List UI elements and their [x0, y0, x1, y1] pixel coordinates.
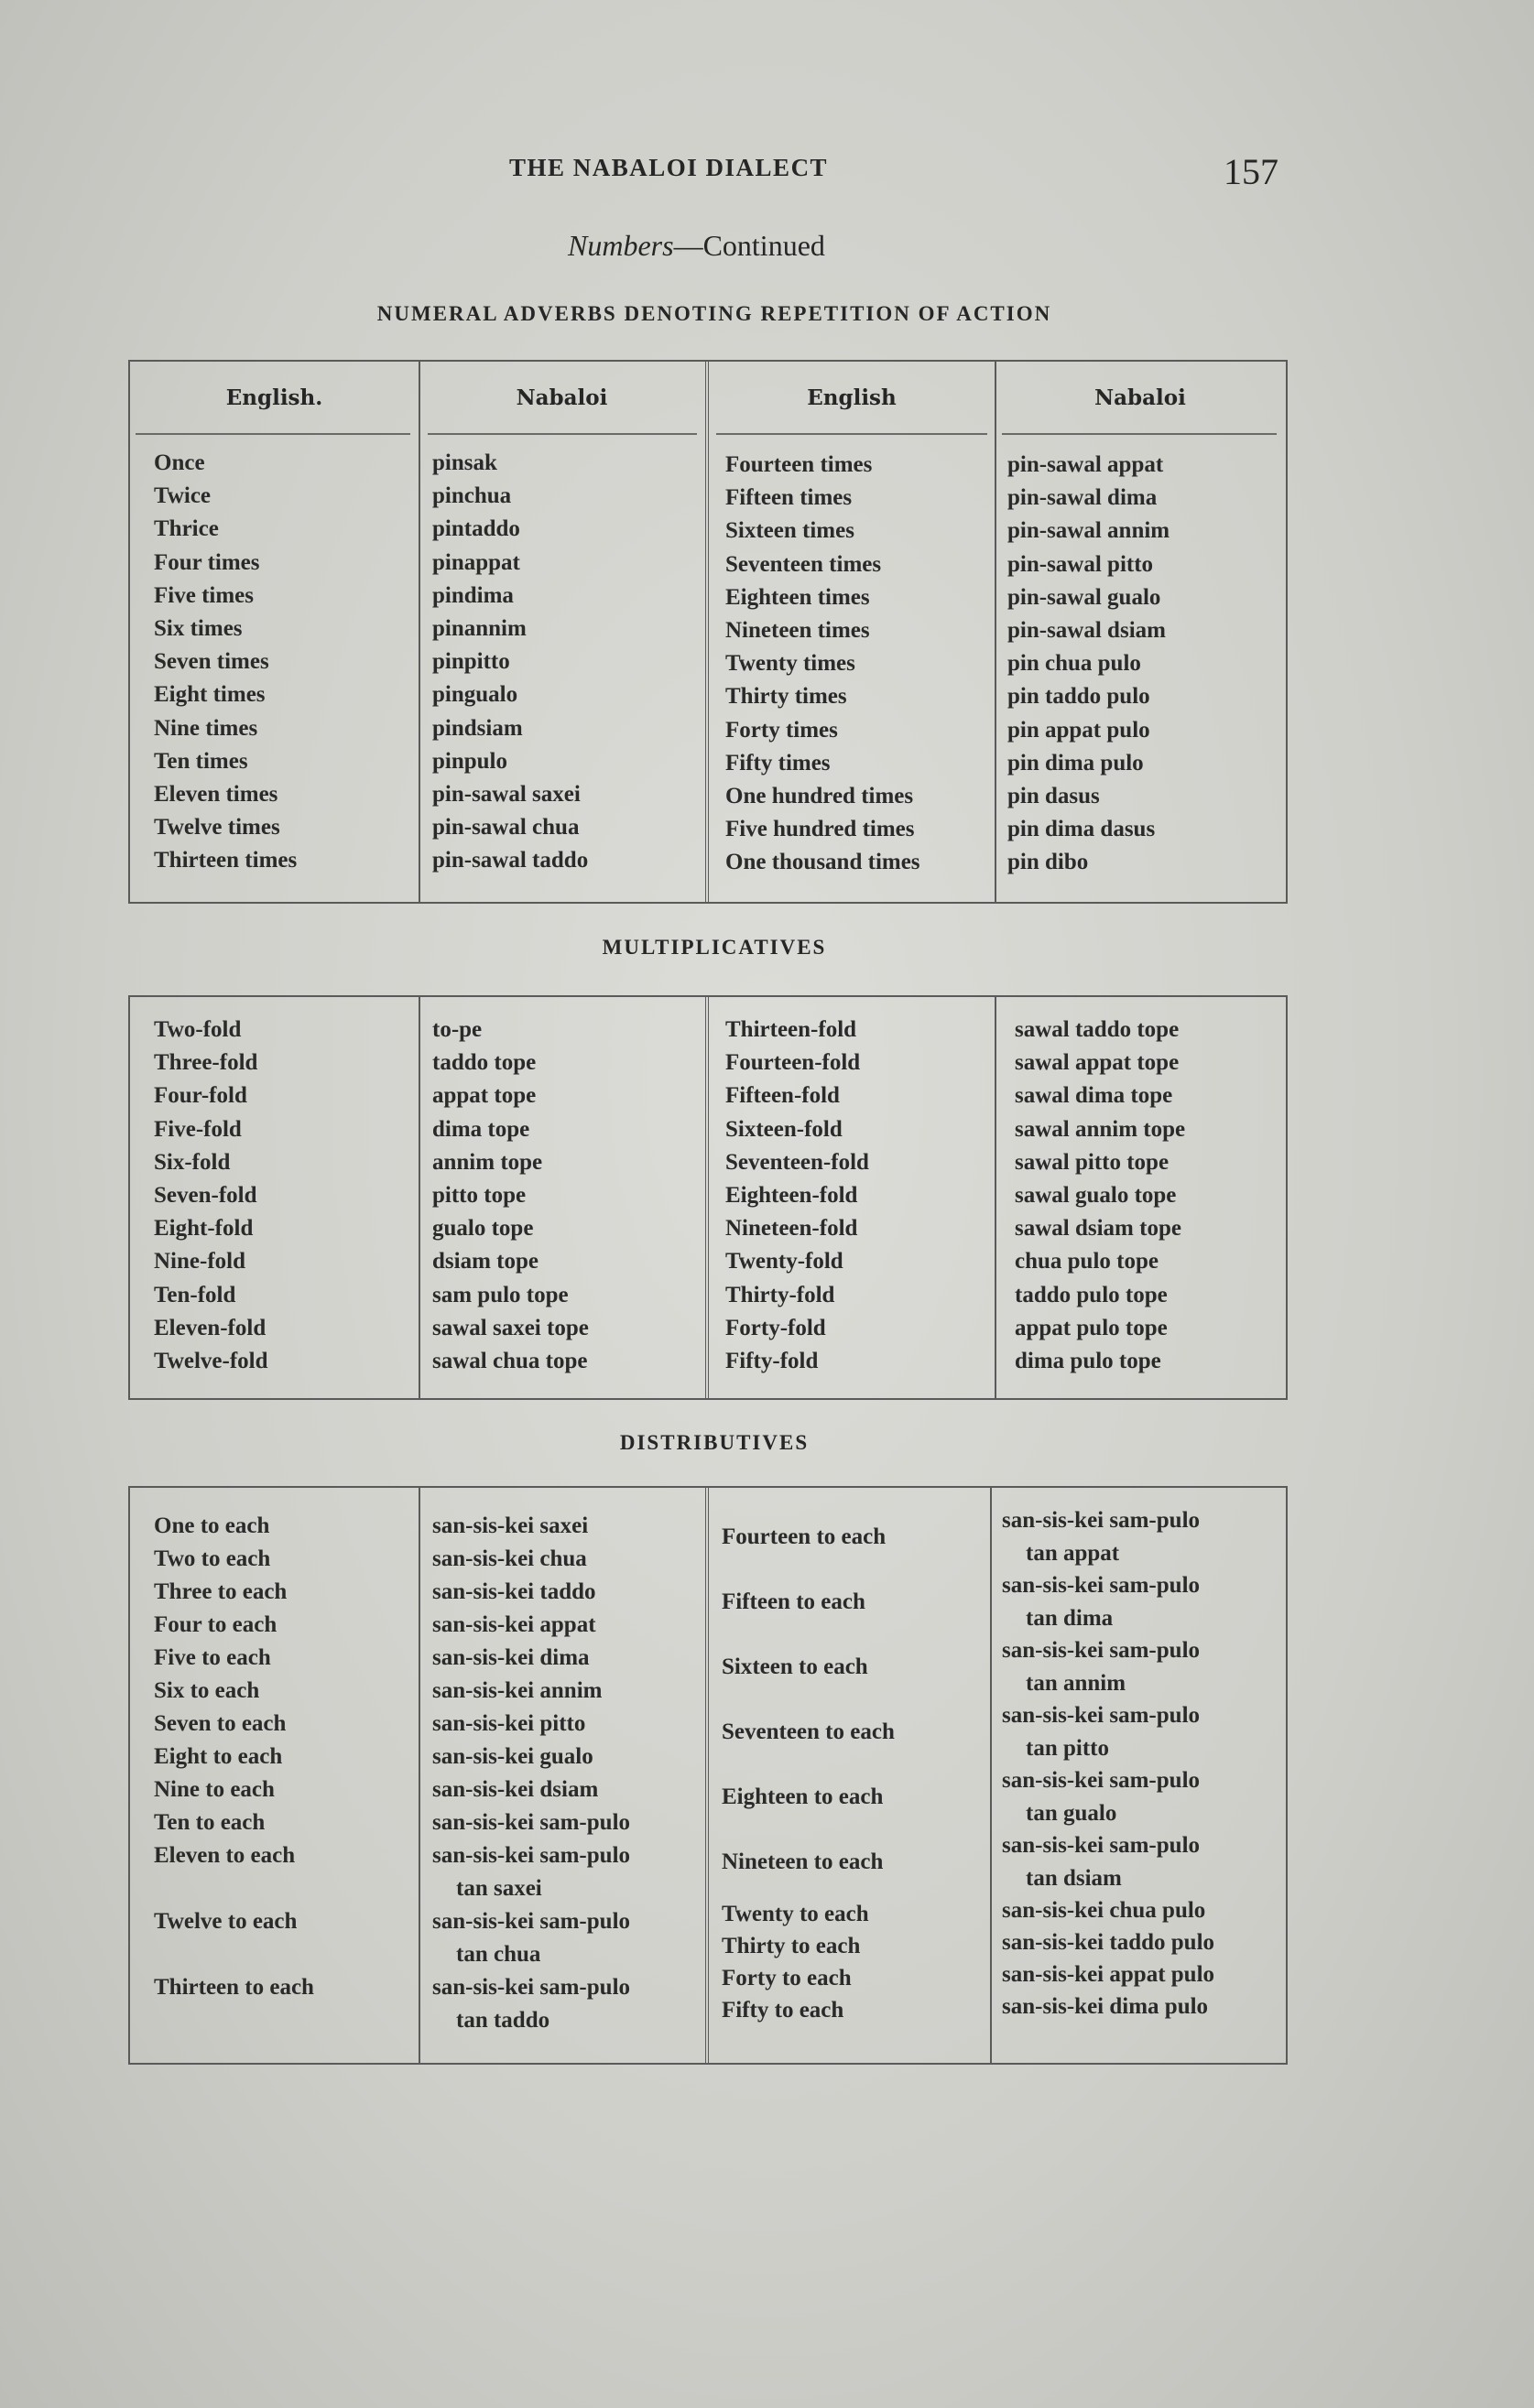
- page-number: 157: [1224, 151, 1278, 192]
- nabaloi-term: [432, 1971, 707, 2037]
- nabaloi-term-line2: tan appat: [1026, 1541, 1120, 1566]
- nabaloi-term: sawal taddo tope: [1015, 1017, 1180, 1042]
- english-term: Once: [154, 450, 205, 475]
- repetition-table: [128, 360, 1288, 904]
- english-term: Forty to each: [722, 1966, 852, 1990]
- nabaloi-term: san-sis-kei sam-pulo: [432, 1810, 631, 1835]
- nabaloi-term: pindsiam: [432, 716, 523, 741]
- english-term: Five to each: [154, 1645, 271, 1670]
- english-term: Eleven times: [154, 782, 278, 807]
- nabaloi-term-line2: tan dima: [1026, 1606, 1114, 1631]
- multiplicatives-title: MULTIPLICATIVES: [602, 936, 827, 959]
- nabaloi-term: san-sis-kei taddo pulo: [1002, 1930, 1215, 1955]
- english-term: Three-fold: [154, 1050, 258, 1075]
- nabaloi-term-line1: san-sis-kei sam-pulo: [432, 1975, 631, 2000]
- nabaloi-term: sam pulo tope: [432, 1283, 569, 1307]
- nabaloi-term: annim tope: [432, 1150, 543, 1175]
- column-rule: [995, 997, 996, 1398]
- nabaloi-term: pitto tope: [432, 1183, 527, 1208]
- english-term: One hundred times: [725, 784, 914, 808]
- nabaloi-term: taddo tope: [432, 1050, 537, 1075]
- subtitle-rest: —Continued: [673, 229, 825, 262]
- nabaloi-term: [1002, 1634, 1277, 1700]
- nabaloi-term: [1002, 1764, 1277, 1830]
- english-term: Seventeen times: [725, 552, 882, 577]
- nabaloi-term: appat pulo tope: [1015, 1316, 1168, 1340]
- nabaloi-term: dima tope: [432, 1117, 530, 1142]
- nabaloi-term: san-sis-kei dima pulo: [1002, 1994, 1209, 2019]
- nabaloi-term: pin dasus: [1007, 784, 1100, 808]
- nabaloi-term: pin-sawal dsiam: [1007, 618, 1166, 643]
- english-term: Fifty to each: [722, 1998, 844, 2023]
- english-term: Fifty times: [725, 751, 831, 776]
- nabaloi-term: pin dima dasus: [1007, 817, 1156, 841]
- english-term: Twenty times: [725, 651, 855, 676]
- english-term: Two to each: [154, 1546, 271, 1571]
- english-term: Twenty to each: [722, 1902, 869, 1926]
- english-term: Six times: [154, 616, 243, 641]
- running-head: THE NABALOI DIALECT: [509, 154, 829, 181]
- nabaloi-term: pin-sawal taddo: [432, 848, 589, 873]
- english-term: Ten-fold: [154, 1283, 236, 1307]
- nabaloi-term: pin-sawal saxei: [432, 782, 581, 807]
- nabaloi-term: san-sis-kei dima: [432, 1645, 590, 1670]
- nabaloi-term-line1: san-sis-kei sam-pulo: [1002, 1573, 1201, 1598]
- nabaloi-term: pin-sawal chua: [432, 815, 580, 840]
- english-term: Fifty-fold: [725, 1349, 819, 1373]
- english-term: Two-fold: [154, 1017, 242, 1042]
- english-term: Eleven-fold: [154, 1316, 267, 1340]
- nabaloi-term: pin-sawal pitto: [1007, 552, 1154, 577]
- english-term: Six to each: [154, 1678, 260, 1703]
- english-term: Fourteen-fold: [725, 1050, 861, 1075]
- english-term: Forty-fold: [725, 1316, 826, 1340]
- subtitle-italic: Numbers: [568, 229, 674, 262]
- english-term: Twenty-fold: [725, 1249, 843, 1274]
- nabaloi-term: sawal annim tope: [1015, 1117, 1186, 1142]
- nabaloi-term: pingualo: [432, 682, 518, 707]
- english-term: Thirteen-fold: [725, 1017, 857, 1042]
- english-term: Nine to each: [154, 1777, 275, 1802]
- nabaloi-term-line1: san-sis-kei sam-pulo: [432, 1843, 631, 1868]
- english-term: Five hundred times: [725, 817, 915, 841]
- english-term: Eleven to each: [154, 1843, 296, 1868]
- english-term: Thirty-fold: [725, 1283, 835, 1307]
- nabaloi-term: pin appat pulo: [1007, 718, 1150, 743]
- english-term: Ten to each: [154, 1810, 266, 1835]
- english-term: Seventeen-fold: [725, 1150, 869, 1175]
- column-rule: [419, 362, 420, 902]
- english-term: One to each: [154, 1513, 270, 1538]
- english-term: Nineteen-fold: [725, 1216, 858, 1241]
- nabaloi-term: pin-sawal gualo: [1007, 585, 1161, 610]
- distributives-table: [128, 1486, 1288, 2065]
- nabaloi-term: [432, 1905, 707, 1971]
- english-term: Three to each: [154, 1579, 288, 1604]
- nabaloi-term: pinappat: [432, 550, 520, 575]
- repetition-title: NUMERAL ADVERBS DENOTING REPETITION OF ACTION: [376, 302, 1052, 325]
- column-header-english-right: English: [807, 385, 897, 410]
- english-term: Fifteen to each: [722, 1589, 865, 1614]
- english-term: One thousand times: [725, 850, 920, 874]
- english-term: Twelve-fold: [154, 1349, 268, 1373]
- english-term: Twice: [154, 483, 212, 508]
- nabaloi-term: san-sis-kei pitto: [432, 1711, 586, 1736]
- english-term: Eight times: [154, 682, 266, 707]
- distributives-title: DISTRIBUTIVES: [619, 1431, 810, 1454]
- nabaloi-term: appat tope: [432, 1083, 537, 1108]
- english-term: Thirteen times: [154, 848, 298, 873]
- nabaloi-term-line1: san-sis-kei sam-pulo: [1002, 1833, 1201, 1858]
- nabaloi-term: [1002, 1504, 1277, 1570]
- nabaloi-term: pindima: [432, 583, 514, 608]
- nabaloi-term: chua pulo tope: [1015, 1249, 1159, 1274]
- english-term: Nineteen times: [725, 618, 870, 643]
- nabaloi-term: to-pe: [432, 1017, 483, 1042]
- nabaloi-term-line2: tan pitto: [1026, 1736, 1109, 1761]
- column-rule: [419, 997, 420, 1398]
- nabaloi-term: sawal gualo tope: [1015, 1183, 1177, 1208]
- multiplicatives-table: [128, 995, 1288, 1400]
- english-term: Fourteen to each: [722, 1524, 887, 1549]
- nabaloi-term-line1: san-sis-kei sam-pulo: [1002, 1638, 1201, 1663]
- english-term: Ten times: [154, 749, 248, 774]
- nabaloi-term: dima pulo tope: [1015, 1349, 1161, 1373]
- english-term: Forty times: [725, 718, 838, 743]
- nabaloi-term: [1002, 1829, 1277, 1895]
- nabaloi-term: san-sis-kei chua pulo: [1002, 1898, 1206, 1923]
- nabaloi-term: sawal appat tope: [1015, 1050, 1180, 1075]
- column-rule: [995, 362, 996, 902]
- nabaloi-term-line1: san-sis-kei sam-pulo: [1002, 1768, 1201, 1793]
- english-term: Sixteen times: [725, 518, 854, 543]
- nabaloi-term: [1002, 1569, 1277, 1635]
- nabaloi-term-line2: tan gualo: [1026, 1801, 1117, 1826]
- nabaloi-term: pinchua: [432, 483, 512, 508]
- english-term: Eighteen times: [725, 585, 870, 610]
- nabaloi-term: pin dibo: [1007, 850, 1089, 874]
- nabaloi-term: pin taddo pulo: [1007, 684, 1150, 709]
- column-rule: [419, 1488, 420, 2063]
- english-term: Five-fold: [154, 1117, 242, 1142]
- column-header-nabaloi-left: Nabaloi: [516, 385, 608, 410]
- nabaloi-term: pin-sawal appat: [1007, 452, 1164, 477]
- nabaloi-term: pin-sawal annim: [1007, 518, 1170, 543]
- nabaloi-term: gualo tope: [432, 1216, 534, 1241]
- column-rule: [990, 1488, 992, 2063]
- english-term: Fifteen-fold: [725, 1083, 840, 1108]
- english-term: Thirteen to each: [154, 1975, 314, 2000]
- column-rule-center: [705, 362, 709, 902]
- header-rule: [136, 433, 410, 435]
- section-subtitle: [568, 229, 825, 263]
- english-term: Fourteen times: [725, 452, 873, 477]
- english-term: Seventeen to each: [722, 1719, 895, 1744]
- nabaloi-term: pinannim: [432, 616, 527, 641]
- english-term: Five times: [154, 583, 254, 608]
- nabaloi-term-line2: tan saxei: [456, 1876, 542, 1901]
- english-term: Nineteen to each: [722, 1849, 884, 1874]
- english-term: Seven times: [154, 649, 269, 674]
- english-term: Seven to each: [154, 1711, 287, 1736]
- nabaloi-term: pin-sawal dima: [1007, 485, 1158, 510]
- english-term: Nine times: [154, 716, 258, 741]
- nabaloi-term: sawal chua tope: [432, 1349, 588, 1373]
- column-header-nabaloi-right: Nabaloi: [1094, 385, 1186, 410]
- nabaloi-term-line2: tan dsiam: [1026, 1866, 1122, 1891]
- nabaloi-term: pin dima pulo: [1007, 751, 1144, 776]
- nabaloi-term: [1002, 1699, 1277, 1765]
- nabaloi-term: pintaddo: [432, 516, 520, 541]
- english-term: Four-fold: [154, 1083, 247, 1108]
- nabaloi-term-line1: san-sis-kei sam-pulo: [1002, 1508, 1201, 1533]
- nabaloi-term: san-sis-kei appat: [432, 1612, 596, 1637]
- nabaloi-term-line2: tan chua: [456, 1942, 541, 1967]
- nabaloi-term: taddo pulo tope: [1015, 1283, 1168, 1307]
- nabaloi-term: [432, 1839, 707, 1905]
- english-term: Four times: [154, 550, 260, 575]
- english-term: Sixteen-fold: [725, 1117, 843, 1142]
- english-term: Nine-fold: [154, 1249, 245, 1274]
- english-term: Sixteen to each: [722, 1654, 868, 1679]
- english-term: Twelve times: [154, 815, 280, 840]
- english-term: Eight-fold: [154, 1216, 254, 1241]
- header-rule: [428, 433, 697, 435]
- english-term: Twelve to each: [154, 1909, 298, 1934]
- nabaloi-term: san-sis-kei annim: [432, 1678, 603, 1703]
- nabaloi-term: sawal pitto tope: [1015, 1150, 1170, 1175]
- nabaloi-term: pin chua pulo: [1007, 651, 1141, 676]
- nabaloi-term: san-sis-kei saxei: [432, 1513, 589, 1538]
- nabaloi-term: pinpitto: [432, 649, 510, 674]
- english-term: Thirty to each: [722, 1934, 861, 1958]
- english-term: Thirty times: [725, 684, 847, 709]
- english-term: Six-fold: [154, 1150, 231, 1175]
- english-term: Thrice: [154, 516, 219, 541]
- english-term: Four to each: [154, 1612, 277, 1637]
- nabaloi-term: san-sis-kei taddo: [432, 1579, 596, 1604]
- nabaloi-term: sawal dima tope: [1015, 1083, 1173, 1108]
- nabaloi-term: pinsak: [432, 450, 497, 475]
- english-term: Eighteen-fold: [725, 1183, 858, 1208]
- column-header-english-left: English.: [225, 385, 323, 410]
- nabaloi-term: pinpulo: [432, 749, 508, 774]
- nabaloi-term-line1: san-sis-kei sam-pulo: [1002, 1703, 1201, 1728]
- header-rule: [1002, 433, 1277, 435]
- english-term: Eighteen to each: [722, 1784, 884, 1809]
- nabaloi-term: san-sis-kei dsiam: [432, 1777, 599, 1802]
- english-term: Eight to each: [154, 1744, 283, 1769]
- nabaloi-term: san-sis-kei gualo: [432, 1744, 593, 1769]
- nabaloi-term: san-sis-kei chua: [432, 1546, 587, 1571]
- nabaloi-term-line2: tan taddo: [456, 2008, 550, 2033]
- column-rule-center: [705, 997, 709, 1398]
- nabaloi-term: san-sis-kei appat pulo: [1002, 1962, 1215, 1987]
- header-rule: [716, 433, 987, 435]
- nabaloi-term: sawal saxei tope: [432, 1316, 589, 1340]
- english-term: Seven-fold: [154, 1183, 257, 1208]
- nabaloi-term-line1: san-sis-kei sam-pulo: [432, 1909, 631, 1934]
- nabaloi-term: dsiam tope: [432, 1249, 539, 1274]
- nabaloi-term: sawal dsiam tope: [1015, 1216, 1181, 1241]
- nabaloi-term-line2: tan annim: [1026, 1671, 1126, 1696]
- english-term: Fifteen times: [725, 485, 853, 510]
